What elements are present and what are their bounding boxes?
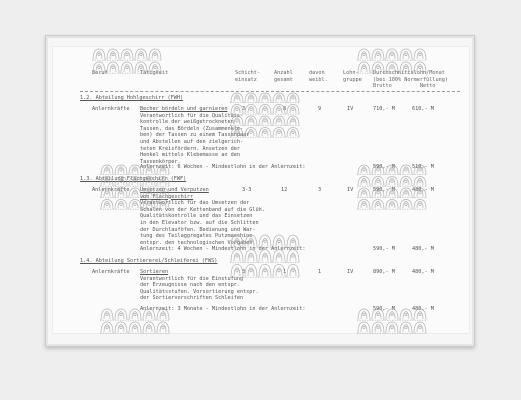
task-title: Becher bördeln und garnieren (140, 106, 228, 112)
schicht-cell: 3 (242, 106, 246, 112)
task-title: Sortieren (140, 269, 169, 275)
col-header-lohn: Lohn- gruppe (343, 70, 362, 83)
anlern-netto-cell: 480,- M (412, 246, 434, 252)
task-title-line2: von Flachgeschirr (140, 193, 194, 200)
anlernzeit-text: Anlernzeit: 4 Wochen - Mindestlohn in der Anlernzeit: (140, 246, 306, 252)
anlern-brutto-cell: 590,- M (373, 306, 395, 312)
anzahl-cell: 12 (281, 187, 288, 193)
section-title: 1.3. Abteilung Flachgeschirr (FWF) (80, 176, 187, 182)
beruf-cell: Anlernkräfte (92, 269, 130, 275)
brutto-cell: 590,- M (373, 187, 395, 193)
col-header-schicht: Schicht- einsatz (235, 70, 260, 83)
col-header-durchschnitt: Durchschnittslohn/Monat (bei 100% Normerfüllung) Brutto Netto (373, 70, 448, 90)
anlern-brutto-cell: 590,- M (373, 246, 395, 252)
task-description: Verantwortlich für die Qualitäts- kontrolle der weißgetrockneten Tassen, das Bördeln (Zusammenkle- ben) der Tassen zu einem Tassenpaar und Abstellen auf den zielgerich- teten Kreisfördern. Ansetzen der Henkel mittels Klebemasse an den Tassenkörper. (140, 112, 250, 165)
section-title: 1.2. Abteilung Hohlgeschirr (FWH) (80, 95, 184, 101)
lace-doily-image (100, 308, 170, 334)
lohn-cell: IV (347, 269, 354, 275)
anlern-brutto-cell: 590,- M (373, 164, 395, 170)
davon-cell: 1 (318, 269, 322, 275)
anlern-netto-cell: 510,- M (412, 164, 434, 170)
anzahl-cell: 8 (283, 106, 287, 112)
task-description: Verantwortlich für das Umsetzen der Schalen von der Kettenband auf die Glüh. Qualitätskontrolle und das Einsetzen in den Elevator bzw. auf die Schlitten der Durchlauföfen. Bedienung und War- tung des Teilaggregates Putzmaschine entspr. den technologischen Vorgaben. (140, 200, 265, 246)
netto-cell: 480,- M (412, 269, 434, 275)
lace-doily-image (357, 48, 427, 74)
brutto-cell: 890,- M (373, 269, 395, 275)
section-title: 1.4. Abteilung Sortiererei/Schleiferei (FWS) (80, 258, 218, 264)
netto-cell: 480,- M (412, 187, 434, 193)
lace-doily-image (230, 234, 300, 278)
lace-doily-image (357, 164, 427, 210)
anlernzeit-text: Anlernzeit: 3 Monate - Mindestlohn in der Anlernzeit: (140, 306, 306, 312)
task-description: Verantwortlich für die Einstufung der Erzeugnisse nach den entspr. Qualitätsstufen. Vorsortierung entspr. der Sortiervorschriften Schleifen (140, 275, 259, 302)
beruf-cell: Anlernkräfte (92, 187, 130, 193)
beruf-cell: Anlernkräfte (92, 106, 130, 112)
schicht-cell: 3-3 (242, 187, 252, 193)
netto-cell: 610,- M (412, 106, 434, 112)
lace-doily-image (92, 48, 162, 74)
document-sheet (52, 46, 470, 334)
lace-doily-image (357, 308, 427, 334)
brutto-cell: 710,- M (373, 106, 395, 112)
schicht-cell: 3 (242, 269, 246, 275)
davon-cell: 3 (318, 187, 322, 193)
col-header-taetigkeit: Tätigkeit (140, 70, 169, 76)
anlern-netto-cell: 480,- M (412, 306, 434, 312)
davon-cell: 9 (318, 106, 322, 112)
lohn-cell: IV (347, 106, 354, 112)
lace-doily-image (230, 92, 300, 138)
col-header-davon: davon weibl. (309, 70, 328, 83)
anlernzeit-text: Anlernzeit: 6 Wochen - Mindestlohn in der Anlernzeit: (140, 164, 306, 170)
col-header-beruf: Beruf (92, 70, 108, 76)
col-header-anzahl: Anzahl gesamt (274, 70, 293, 83)
lace-doily-image (100, 164, 170, 210)
task-title: Umsetzen und Verputzen (140, 187, 209, 193)
anzahl-cell: 1 (283, 269, 287, 275)
lohn-cell: IV (347, 187, 354, 193)
